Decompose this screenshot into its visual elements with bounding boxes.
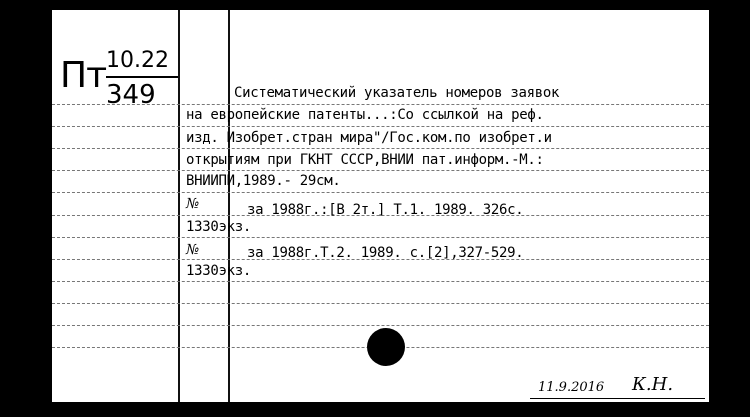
entry-publisher-line: открытиям при ГКНТ СССР,ВНИИ пат.информ.-М.: [186,152,544,168]
scan-border-left [0,0,48,417]
scan-border-right [710,0,750,417]
card-rule [52,148,709,149]
volume-1-description: за 1988г.:[В 2т.] Т.1. 1989. 326с. [247,202,524,218]
entry-imprint-line: ВНИИПИ,1989.- 29см. [186,173,341,189]
handwritten-initials: К.Н. [632,374,674,395]
volume-2-print-run: 1330экз. [186,263,252,279]
card-rule [52,325,709,326]
volume-2-description: за 1988г.Т.2. 1989. с.[2],327-529. [247,245,524,261]
card-rule [52,192,709,193]
margin-line-left [178,10,180,402]
card-punch-hole [367,328,405,366]
entry-title-line: Систематический указатель номеров заявок [234,85,560,101]
card-rule [52,237,709,238]
footer-underline [530,398,705,399]
margin-line-right [228,10,230,402]
entry-title-line: на европейские патенты...:Со ссылкой на реф. [186,107,544,123]
shelfmark-prefix: Пт [60,55,107,96]
handwritten-date: 11.9.2016 [538,380,605,395]
card-rule [52,170,709,171]
scan-border-bottom [0,400,750,417]
entry-title-line: изд. Изобрет.стран мира"/Гос.ком.по изобрет.и [186,130,552,146]
volume-number-mark: № [186,242,200,258]
volume-number-mark: № [186,196,200,212]
card-rule [52,303,709,304]
volume-1-print-run: 1330экз. [186,219,252,235]
card-rule [52,126,709,127]
scan-border-top [0,0,750,8]
card-rule [52,281,709,282]
shelfmark-class-number: 10.22 [106,48,169,73]
shelfmark-item-number: 349 [106,80,156,110]
catalog-card [52,10,709,402]
shelfmark-divider [106,76,178,78]
